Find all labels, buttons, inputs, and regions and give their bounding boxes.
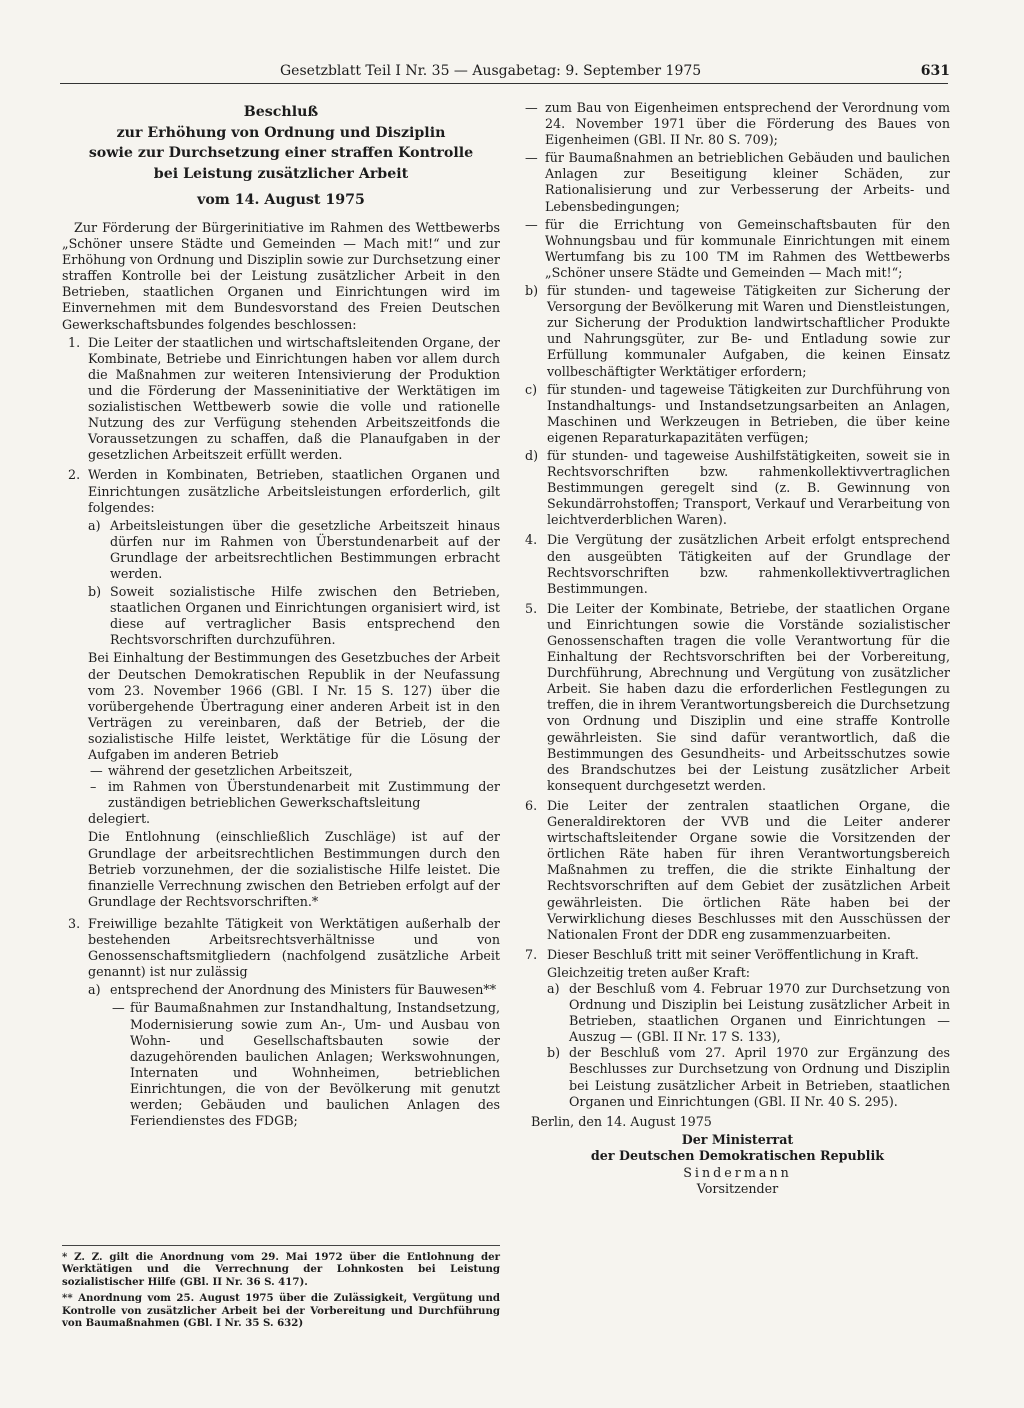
subsection-c <box>525 382 950 446</box>
footnote-1: * Z. Z. gilt die Anordnung vom 29. Mai 1972 über die Entlohnung der Werktätigen und die Verrechnung der Lohnkosten bei Leistung sozialistischer Hilfe (GBl. II Nr. 36 S. 417). <box>62 1251 500 1288</box>
subsection-label: a) <box>547 980 560 996</box>
paragraph: Bei Einhaltung der Bestimmungen des Gesetzbuches der Arbeit der Deutschen Demokratischen Republik in der Neufassung vom 23. November 1966 (GBl. I Nr. 15 S. 127) über die vorübergehende Übertragung einer anderen Arbeit ist in den Verträgen zu vereinbaren, daß der Betrieb, der die sozialistische Hilfe leistet, Werktätige für die Lösung der Aufgaben im anderen Betrieb <box>88 650 500 762</box>
page-number: 631 <box>920 63 950 79</box>
footnotes <box>62 1245 500 1329</box>
section-2 <box>62 467 500 910</box>
section-number: 1. <box>68 334 81 350</box>
signatory-name: Sindermann <box>683 1164 792 1180</box>
section-3 <box>62 916 500 1129</box>
right-column <box>525 100 950 1197</box>
dash-marker: — <box>90 763 103 779</box>
page-header <box>280 60 950 84</box>
left-column <box>62 100 500 1129</box>
subsection-text: für stunden- und tageweise Tätigkeiten zur Durchführung von Instandhaltungs- und Instandsetzungsarbeiten an Anlagen, Maschinen und Werkzeugen in Betrieben, die über keine eigenen Reparaturkapazitäten verfügen; <box>547 381 950 445</box>
subsection-b <box>547 1045 950 1109</box>
section-number: 5. <box>525 600 538 616</box>
section-text: Die Leiter der zentralen staatlichen Organe, die Generaldirektoren der VVB und die Leiter anderer wirtschaftsleitender Organe sowie die Vorsitzenden der örtlichen Räte haben für ihren Verantwortungsbereich Maßnahmen zu treffen, die die strikte Einhaltung der Rechtsvorschriften auf dem Gebiet der zusätzlichen Arbeit gewährleisten. Die örtlichen Räte haben bei der Verwirklichung dieses Beschlusses mit den Ausschüssen der Nationalen Front der DDR eng zusammenzuarbeiten. <box>547 797 950 942</box>
subsection-text: für stunden- und tageweise Aushilfstätigkeiten, soweit sie in Rechtsvorschriften bzw. rahmenkollektivvertraglichen Bestimmungen geregelt sind (z. B. Gewinnung von Sekundärrohstoffen; Transport, Verkauf und Verarbeitung von leichtverderblichen Waren). <box>547 447 950 528</box>
subsection-a <box>88 518 500 582</box>
subsection-b <box>88 584 500 648</box>
title-date: vom 14. August 1975 <box>197 192 365 208</box>
subsection-label: b) <box>525 283 539 299</box>
section-text: Die Leiter der staatlichen und wirtschaftsleitenden Organe, der Kombinate, Betriebe und Einrichtungen haben vor allem durch die Maßnahmen zur weiteren Intensivierung der Produktion und die Förderung der Masseninitiative der Werktätigen im sozialistischen Wettbewerb sowie die volle und rationelle Nutzung des zur Verfügung stehenden Arbeitszeitfonds die Voraussetzungen zu schaffen, daß die Planaufgaben in der gesetzlichen Arbeitszeit erfüllt werden. <box>88 334 500 463</box>
dash-text: für Baumaßnahmen an betrieblichen Gebäuden und baulichen Anlagen zur Beseitigung kleiner Schäden, zur Rationalisierung und zur Verbesserung der Arbeits- und Lebensbedingungen; <box>545 150 950 214</box>
subsection-text: für stunden- und tageweise Tätigkeiten zur Sicherung der Versorgung der Bevölkerung mit Waren und Dienstleistungen, zur Sicherung der Produktion landwirtschaftlicher Produkte und Nahrungsgüter, zur Be- und Entladung sowie zur Erfüllung kommunaler Aufgaben, die keinen Einsatz vollbeschäftigter Werktätiger erfordern; <box>547 283 950 379</box>
subsection-text: der Beschluß vom 27. April 1970 zur Ergänzung des Beschlusses zur Durchsetzung von Ordnung und Disziplin bei Leistung zusätzlicher Arbeit in Betrieben, staatlichen Organen und Einrichtungen (GBl. II Nr. 40 S. 295). <box>569 1045 950 1109</box>
section-1 <box>62 335 500 464</box>
paragraph: delegiert. <box>88 811 151 827</box>
subsection-label: d) <box>525 447 539 463</box>
subsection-text: Soweit sozialistische Hilfe zwischen den Betrieben, staatlichen Organen und Einrichtungen organisiert wird, ist diese auf vertraglicher Basis entsprechend den Rechtsvorschriften durchzuführen. <box>110 584 500 648</box>
signature-org-line-2: der Deutschen Demokratischen Republik <box>590 1148 885 1164</box>
subsection-b <box>525 283 950 380</box>
section-number: 6. <box>525 797 538 813</box>
dash-marker: — <box>525 100 538 115</box>
section-number: 7. <box>525 946 538 962</box>
section-number: 2. <box>68 467 81 483</box>
dash-marker: – <box>90 779 97 795</box>
subsection-label: c) <box>525 381 538 397</box>
section-text: Die Leiter der Kombinate, Betriebe, der staatlichen Organe und Einrichtungen sowie die Vorstände sozialistischer Genossenschaften tragen die volle Verantwortung für die Einhaltung der Rechtsvorschriften bei der Vorbereitung, Durchführung, Abrechnung und Vergütung von zusätzlicher Arbeit. Sie haben dazu die erforderlichen Festlegungen zu treffen, die in ihrem Verantwortungsbereich die Durchsetzung von Ordnung und Disziplin und eine straffe Kontrolle gewährleisten. Sie sind dafür verantwortlich, daß die Bestimmungen des Gesundheits- und Arbeitsschutzes sowie des Brandschutzes bei der Leistung zusätzlicher Arbeit konsequent durchgesetzt werden. <box>547 600 950 793</box>
dash-text: im Rahmen von Überstundenarbeit mit Zustimmung der zuständigen betrieblichen Gewerkschaftsleitung <box>108 779 500 811</box>
section-text: Dieser Beschluß tritt mit seiner Veröffentlichung in Kraft. <box>547 946 919 962</box>
section-text: Die Vergütung der zusätzlichen Arbeit erfolgt entsprechend den ausgeübten Tätigkeiten auf der Grundlage der Rechtsvorschriften bzw. rahmenkollektivvertraglichen Bestimmungen. <box>547 532 950 596</box>
document-title <box>62 102 500 184</box>
dash-item <box>88 779 500 811</box>
subsection-d <box>525 448 950 528</box>
dash-text: für die Errichtung von Gemeinschaftsbauten für den Wohnungsbau und für kommunale Einrichtungen mit einem Wertumfang bis zu 100 TM im Rahmen des Wettbewerbs „Schöner unsere Städte und Gemeinden — Mach mit!“; <box>545 216 950 280</box>
dash-item <box>525 217 950 281</box>
subsection-label: a) <box>88 982 101 998</box>
subsection-label: b) <box>88 584 102 600</box>
intro-paragraph: Zur Förderung der Bürgerinitiative im Rahmen des Wettbewerbs „Schöner unsere Städte und Gemeinden — Mach mit!“ und zur Erhöhung von Ordnung und Disziplin sowie zur Durchsetzung einer straffen Kontrolle bei der Leistung zusätzlicher Arbeit in den Betrieben, staatlichen Organen und Einrichtungen wird im Einvernehmen mit dem Bundesvorstand des Freien Deutschen Gewerkschaftsbundes folgendes beschlossen: <box>62 220 500 332</box>
dash-text: während der gesetzlichen Arbeitszeit, <box>108 763 353 779</box>
subsection-label: b) <box>547 1045 561 1061</box>
section-4 <box>525 532 950 596</box>
title-line-1: Beschluß <box>243 104 319 120</box>
dash-item <box>525 150 950 214</box>
dash-item <box>88 1000 500 1129</box>
dash-marker: — <box>112 1000 125 1016</box>
dash-text: zum Bau von Eigenheimen entsprechend der Verordnung vom 24. November 1971 über die Förderung des Baues von Eigenheimen (GBl. II Nr. 80 S. 709); <box>545 100 950 148</box>
section-text: Freiwillige bezahlte Tätigkeit von Werktätigen außerhalb der bestehenden Arbeitsrechtsverhältnisse und von Genossenschaftsmitgliedern (nachfolgend zusätzliche Arbeit genannt) ist nur zulässig <box>88 915 500 980</box>
dash-marker: — <box>525 216 538 232</box>
dash-marker: — <box>525 150 538 166</box>
section-5 <box>525 601 950 794</box>
section-6 <box>525 798 950 943</box>
paragraph: Die Entlohnung (einschließlich Zuschläge) ist auf der Grundlage der arbeitsrechtlichen Bestimmungen durch den Betrieb vorzunehmen, der die sozialistische Hilfe leistet. Die finanzielle Verrechnung zwischen den Betrieben erfolgt auf der Grundlage der Rechtsvorschriften.* <box>88 829 500 909</box>
paragraph: Gleichzeitig treten außer Kraft: <box>547 964 751 980</box>
section-number: 3. <box>68 915 81 931</box>
dash-item <box>525 100 950 148</box>
dash-text: für Baumaßnahmen zur Instandhaltung, Instandsetzung, Modernisierung sowie zum An-, Um- und Ausbau von Wohn- und Gesellschaftsbauten sowie der dazugehörenden baulichen Anlagen; Werkswohnungen, Internaten und Wohnheimen, betrieblichen Einrichtungen, die von der Bevölkerung mit genutzt werden; Gebäuden und baulichen Anlagen des Feriendienstes des FDGB; <box>130 1000 500 1129</box>
section-text: Werden in Kombinaten, Betrieben, staatlichen Organen und Einrichtungen zusätzliche Arbeitsleistungen erforderlich, gilt folgendes: <box>88 467 500 515</box>
signature-block <box>525 1132 950 1165</box>
signature-org-line-1: Der Ministerrat <box>681 1131 794 1147</box>
subsection-text: der Beschluß vom 4. Februar 1970 zur Durchsetzung von Ordnung und Disziplin bei Leistung zusätzlicher Arbeit in Betrieben, staatlichen Organen und Einrichtungen — Auszug — (GBl. II Nr. 17 S. 133), <box>569 980 950 1045</box>
section-number: 4. <box>525 532 538 548</box>
dash-item <box>88 763 500 779</box>
title-line-2: zur Erhöhung von Ordnung und Disziplin <box>116 124 446 141</box>
subsection-text: Arbeitsleistungen über die gesetzliche Arbeitszeit hinaus dürfen nur im Rahmen von Überstundenarbeit auf der Grundlage der arbeitsrechtlichen Bestimmungen erbracht werden. <box>110 517 500 581</box>
title-line-3: sowie zur Durchsetzung einer straffen Kontrolle <box>88 145 474 161</box>
signatory-role: Vorsitzender <box>696 1180 779 1196</box>
footnote-2: ** Anordnung vom 25. August 1975 über die Zulässigkeit, Vergütung und Kontrolle von zusätzlicher Arbeit bei der Vorbereitung und Durchführung von Baumaßnahmen (GBl. I Nr. 35 S. 632) <box>62 1292 500 1330</box>
header-rule <box>60 83 948 84</box>
title-line-4: bei Leistung zusätzlicher Arbeit <box>153 165 409 182</box>
section-7 <box>525 947 950 1110</box>
subsection-label: a) <box>88 517 101 533</box>
running-title: Gesetzblatt Teil I Nr. 35 — Ausgabetag: 9. September 1975 <box>280 63 702 79</box>
subsection-a <box>88 982 500 998</box>
place-date: Berlin, den 14. August 1975 <box>531 1113 712 1129</box>
subsection-text: entsprechend der Anordnung des Ministers für Bauwesen** <box>110 982 497 998</box>
subsection-a <box>547 981 950 1045</box>
